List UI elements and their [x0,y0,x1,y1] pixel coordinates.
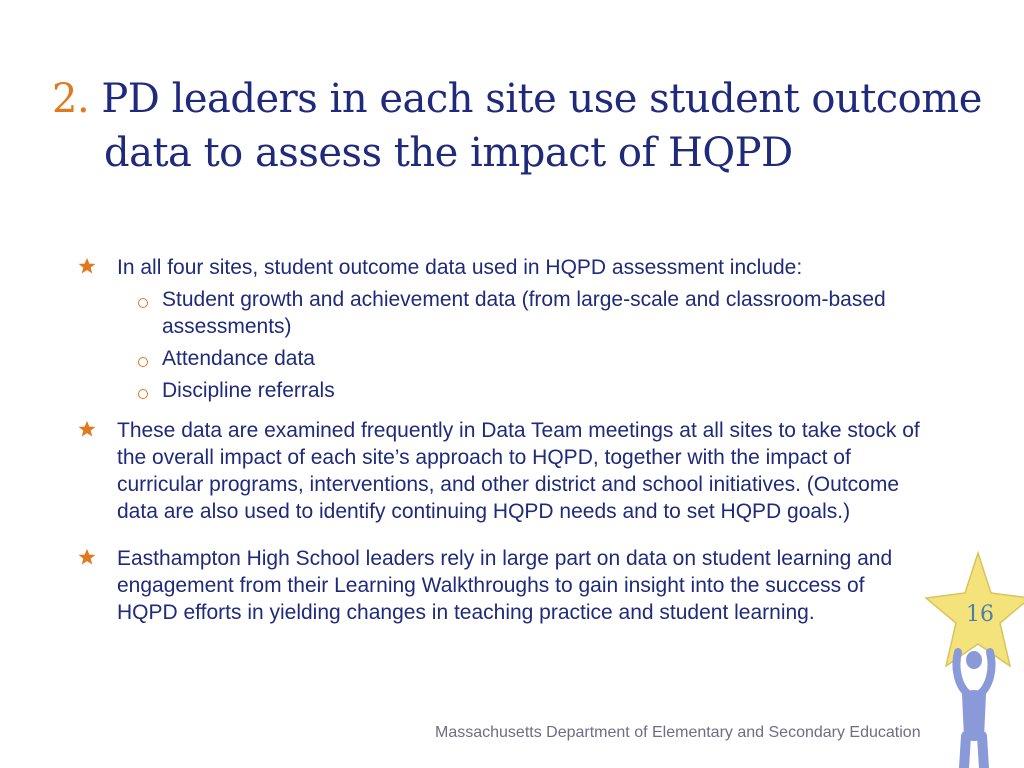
sub-bullet-item [123,377,928,404]
circle-bullet-icon [138,389,148,399]
slide-title [52,72,1002,180]
circle-bullet-icon [138,357,148,367]
footer-text: Massachusetts Department of Elementary and Secondary Education [435,724,921,741]
bullet-item [78,417,928,525]
circle-bullet-icon [138,298,148,308]
title-line-2: data to assess the impact of HQPD [104,130,793,176]
bullet-text: In all four sites, student outcome data used in HQPD assessment include: [117,256,803,279]
sub-bullet-text: Discipline referrals [162,379,335,402]
bullet-list [78,254,928,626]
bullet-text: These data are examined frequently in Data Team meetings at all sites to take stock of the overall impact of each site’s approach to HQPD, together with the impact of curricular programs, interventions, and other district and school initiatives. (Outcome data are also used to identify continuing HQPD needs and to set HQPD goals.) [117,419,920,523]
star-icon [78,257,96,275]
sub-bullet-item [123,345,928,372]
title-line-1: PD leaders in each site use student outcome [101,76,982,122]
star-icon [78,420,96,438]
sub-bullet-text: Student growth and achievement data (from large-scale and classroom-based assessments) [162,288,886,338]
bullet-item [78,254,928,404]
person-holding-star-icon [918,548,1024,768]
bullet-text: Easthampton High School leaders rely in large part on data on student learning and engagement from their Learning Walkthroughs to gain insight into the success of HQPD efforts in yielding changes in teaching practice and student learning. [117,547,893,624]
sub-bullet-list [123,286,928,404]
page-number: 16 [966,602,994,627]
sub-bullet-text: Attendance data [162,347,315,370]
star-icon [78,548,96,566]
title-number: 2. [52,76,90,122]
bullet-item [78,545,928,626]
sub-bullet-item [123,286,928,340]
